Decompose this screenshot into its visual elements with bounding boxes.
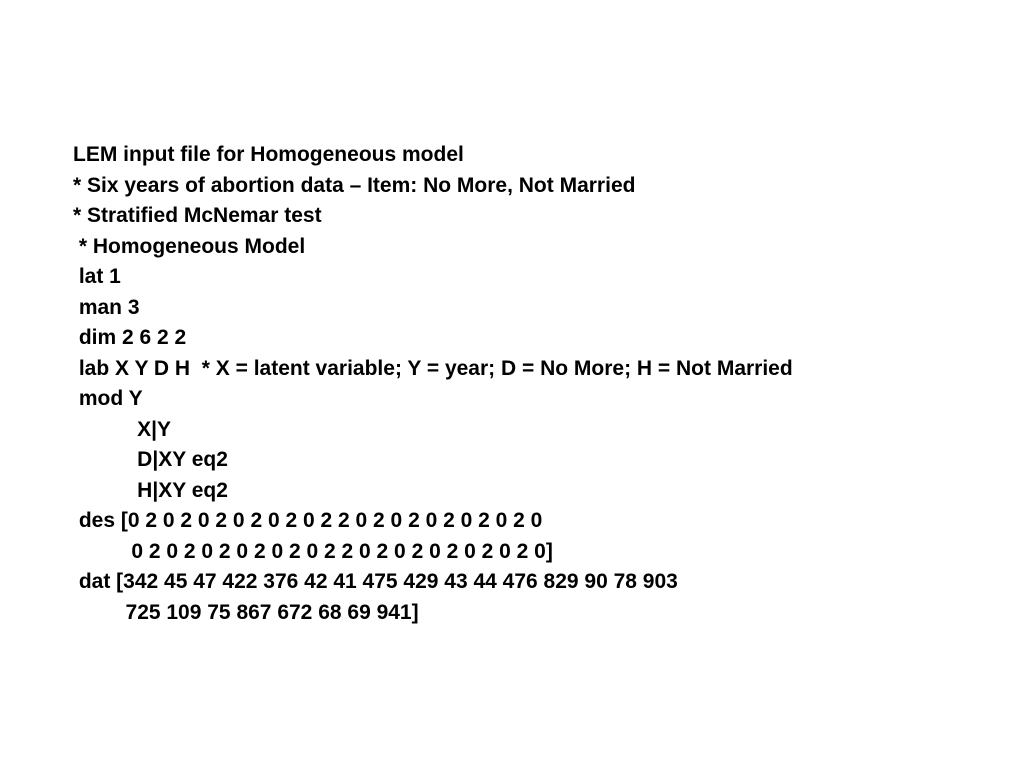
lab-line: lab X Y D H * X = latent variable; Y = year; D = No More; H = Not Married (73, 356, 793, 380)
mod-term-d-xy: D|XY eq2 (73, 448, 228, 471)
mod-term-h-xy: H|XY eq2 (73, 478, 228, 502)
comment-line-data-description: * Six years of abortion data – Item: No More, Not Married (73, 173, 636, 197)
man-line: man 3 (73, 295, 140, 319)
comment-line-test: * Stratified McNemar test (73, 204, 322, 227)
lem-input-listing (73, 140, 1013, 628)
des-line-1: des [0 2 0 2 0 2 0 2 0 2 0 2 2 0 2 0 2 0 2 0 2 0 2 0 (73, 509, 543, 532)
listing-title: LEM input file for Homogeneous model (73, 143, 464, 166)
dat-line-1: dat [342 45 47 422 376 42 41 475 429 43 44 476 829 90 78 903 (73, 570, 678, 593)
mod-line: mod Y (73, 387, 143, 410)
dat-line-2: 725 109 75 867 672 68 69 941] (73, 600, 419, 624)
mod-term-x-y: X|Y (73, 417, 172, 441)
comment-line-model: * Homogeneous Model (73, 234, 306, 258)
dim-line: dim 2 6 2 2 (73, 326, 187, 349)
lat-line: lat 1 (73, 265, 121, 288)
des-line-2: 0 2 0 2 0 2 0 2 0 2 0 2 2 0 2 0 2 0 2 0 2 0 2 0] (73, 539, 553, 563)
